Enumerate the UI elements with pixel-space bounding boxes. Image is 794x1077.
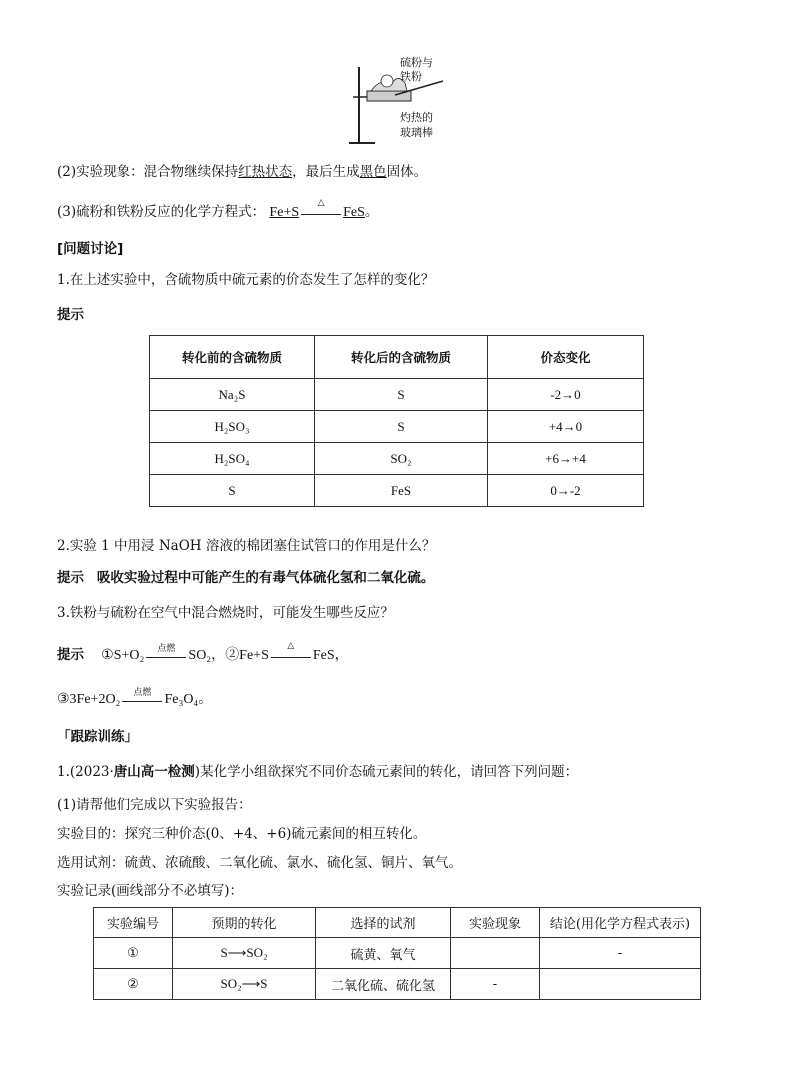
table-header: 预期的转化: [173, 908, 316, 938]
question-2: 2.实验 1 中用浸 NaOH 溶液的棉团塞住试管口的作用是什么？: [57, 538, 436, 554]
answer-2: [57, 566, 434, 586]
exercise-1-part-1: (1)请帮他们完成以下实验报告：: [57, 797, 252, 813]
table-cell: -: [451, 969, 540, 1000]
table-row: [150, 379, 644, 411]
table-cell: 二氧化硫、硫化氢: [316, 969, 451, 1000]
valence-table: [149, 335, 644, 507]
question-1: 1.在上述实验中，含硫物质中硫元素的价态发生了怎样的变化？: [57, 272, 435, 288]
table-cell: Na₂S: [150, 379, 315, 411]
table-header: 结论(用化学方程式表示): [540, 908, 701, 938]
text: (2)实验现象：混合物继续保持: [57, 164, 239, 180]
hint-label: 提示: [57, 570, 84, 586]
text: )某化学小组欲探究不同价态硫元素间的转化，请回答下列问题：: [194, 764, 579, 780]
answer-text: 吸收实验过程中可能产生的有毒气体硫化氢和二氧化硫。: [96, 570, 435, 586]
reaction-condition: △: [317, 197, 325, 208]
text: (3)硫粉和铁粉反应的化学方程式：: [57, 204, 266, 220]
reaction-condition: △: [287, 640, 295, 651]
table-cell: SO₂⟶S: [173, 969, 316, 1000]
table-header: 选择的试剂: [316, 908, 451, 938]
reaction-2-rhs: FeS，: [312, 648, 349, 663]
text: 固体。: [386, 164, 428, 180]
discussion-heading: [问题讨论]: [57, 241, 124, 257]
table-cell: H₂SO₃: [150, 411, 315, 443]
table-row: [94, 969, 701, 1000]
table-cell: ①: [94, 938, 173, 969]
table-header: 实验现象: [451, 908, 540, 938]
table-cell: 0→-2: [488, 475, 644, 507]
table-cell: [540, 969, 701, 1000]
answer-3-line2: [57, 688, 212, 708]
table-header: 转化后的含硫物质: [315, 336, 488, 379]
table-header: 转化前的含硫物质: [150, 336, 315, 379]
table-cell: ②: [94, 969, 173, 1000]
equation-lhs: Fe+S: [269, 205, 300, 220]
answer-3-line1: [57, 640, 349, 664]
reaction-arrow: [271, 640, 311, 663]
reaction-arrow: [122, 687, 162, 707]
table-header: 价态变化: [488, 336, 644, 379]
answer-black: 黑色: [359, 164, 387, 180]
table-row: [94, 938, 701, 969]
exercise-1-record: 实验记录(画线部分不必填写)：: [57, 883, 244, 899]
experiment-table: [93, 907, 701, 1000]
table-cell: S: [150, 475, 315, 507]
table-cell: S: [315, 411, 488, 443]
table-cell: S: [315, 379, 488, 411]
answer-red-hot: 红热状态: [238, 164, 293, 180]
reaction-3-rhs: Fe₃O₄。: [164, 692, 213, 707]
label-rod: 灼热的 玻璃棒: [400, 111, 433, 139]
reaction-condition: 点燃: [157, 643, 176, 654]
reaction-3-lhs: ③3Fe+2O₂: [57, 692, 121, 707]
table-cell: FeS: [315, 475, 488, 507]
reaction-condition: 点燃: [133, 687, 152, 698]
table-cell: +4→0: [488, 411, 644, 443]
table-cell: H₂SO₄: [150, 443, 315, 475]
hint-label: 提示: [57, 307, 84, 323]
table-row: [150, 443, 644, 475]
equation-line: [57, 197, 379, 221]
table-row: [150, 475, 644, 507]
table-header: 实验编号: [94, 908, 173, 938]
exercise-1: [57, 760, 578, 780]
question-3: 3.铁粉与硫粉在空气中混合燃烧时，可能发生哪些反应？: [57, 605, 394, 621]
table-cell: SO₂: [315, 443, 488, 475]
table-cell: 硫黄、氧气: [316, 938, 451, 969]
equation-rhs: FeS: [343, 205, 365, 220]
reaction-arrow: [301, 197, 341, 220]
observation-line: [57, 160, 427, 180]
exercise-1-purpose: 实验目的：探究三种价态(0、+4、+6)硫元素间的相互转化。: [57, 826, 427, 842]
reaction-arrow: [146, 643, 186, 663]
text: 。: [364, 204, 379, 220]
reaction-1-lhs: ①S+O₂: [101, 648, 145, 663]
text: 1.(2023·: [57, 764, 114, 780]
table-row: [150, 411, 644, 443]
table-cell: -: [540, 938, 701, 969]
table-cell: -2→0: [488, 379, 644, 411]
table-cell: S⟶SO₂: [173, 938, 316, 969]
exercise-source: 唐山高一检测: [113, 764, 195, 780]
text: ，最后生成: [292, 164, 360, 180]
table-cell: +6→+4: [488, 443, 644, 475]
label-reagent: 硫粉与 铁粉: [400, 56, 433, 83]
training-heading: 「跟踪训练」: [57, 729, 138, 745]
hint-label: 提示: [57, 647, 84, 663]
reaction-2-lhs: ②Fe+S: [225, 648, 269, 663]
reaction-1-rhs: SO₂，: [188, 648, 226, 663]
exercise-1-reagents: 选用试剂：硫黄、浓硫酸、二氧化硫、氯水、硫化氢、铜片、氧气。: [57, 855, 462, 871]
table-cell: [451, 938, 540, 969]
